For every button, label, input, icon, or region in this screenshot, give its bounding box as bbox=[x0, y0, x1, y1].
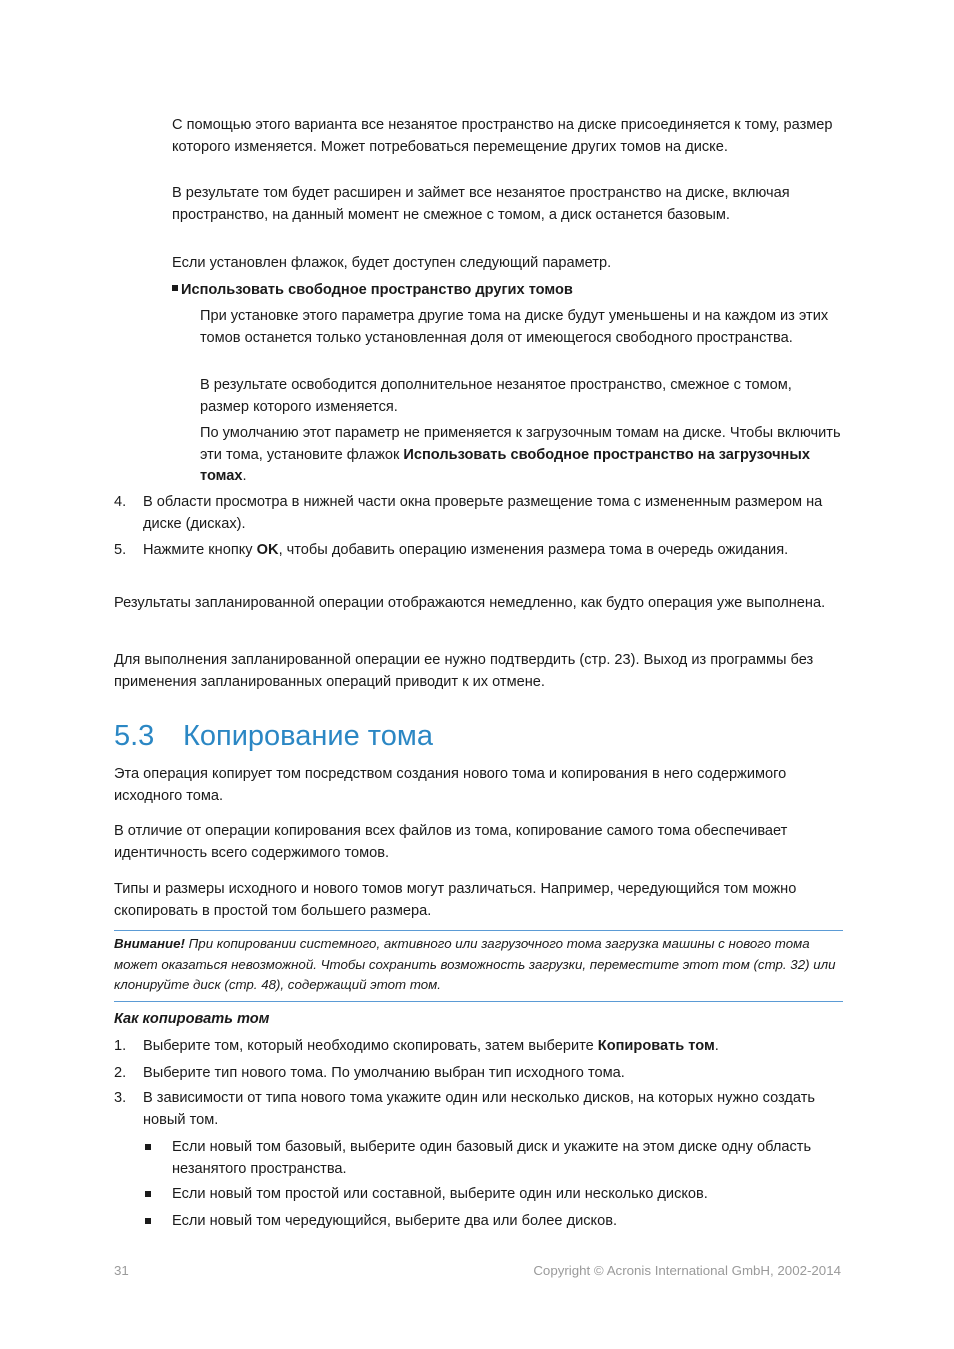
paragraph: По умолчанию этот параметр не применяется к загрузочным томам на диске. Чтобы включить эти тома, установите флажок Использовать свободное пространство на загрузочных томах. bbox=[200, 425, 841, 484]
option-heading bbox=[172, 280, 842, 302]
list-number: 3. bbox=[114, 1090, 127, 1106]
copyright: Copyright © Acronis International GmbH, 2002-2014 bbox=[533, 1263, 841, 1278]
paragraph: Для выполнения запланированной операции ее нужно подтвердить (стр. 23). Выход из программы без применения запланированных операций приводит к их отмене. bbox=[114, 652, 814, 690]
bullet-icon bbox=[145, 1144, 151, 1150]
list-number: 4. bbox=[114, 494, 127, 510]
list-item: Выберите тип нового тома. По умолчанию выбран тип исходного тома. bbox=[143, 1065, 625, 1081]
option-title: Использовать свободное пространство других томов bbox=[181, 282, 573, 298]
bullet-icon bbox=[145, 1218, 151, 1224]
paragraph: Типы и размеры исходного и нового томов могут различаться. Например, чередующийся том можно скопировать в простой том большего размера. bbox=[114, 881, 797, 919]
section-title: Копирование тома bbox=[183, 720, 433, 752]
list-item: Нажмите кнопку OK, чтобы добавить операцию изменения размера тома в очередь ожидания. bbox=[143, 542, 789, 558]
bullet-item: Если новый том базовый, выберите один базовый диск и укажите на этом диске одну область незанятого пространства. bbox=[172, 1139, 812, 1177]
paragraph: Эта операция копирует том посредством создания нового тома и копирования в него содержимого исходного тома. bbox=[114, 766, 787, 804]
bullet-item: Если новый том чередующийся, выберите два или более дисков. bbox=[172, 1213, 618, 1229]
list-number: 5. bbox=[114, 542, 127, 558]
paragraph: Если установлен флажок, будет доступен следующий параметр. bbox=[172, 255, 612, 271]
list-item: В зависимости от типа нового тома укажите один или несколько дисков, на которых нужно создать новый том. bbox=[143, 1090, 816, 1128]
warning-note bbox=[114, 930, 843, 1002]
paragraph: Результаты запланированной операции отображаются немедленно, как будто операция уже выполнена. bbox=[114, 595, 826, 611]
section-number: 5.3 bbox=[114, 720, 155, 752]
list-number: 1. bbox=[114, 1038, 127, 1054]
bullet-icon bbox=[145, 1191, 151, 1197]
note-text: При копировании системного, активного или загрузочного тома загрузка машины с нового тома может оказаться невозможной. Чтобы сохранить возможность загрузки, переместите этот том (стр. 32) или клонируйте диск (стр. 48), содержащий этот том. bbox=[114, 936, 836, 992]
paragraph: С помощью этого варианта все незанятое пространство на диске присоединяется к тому, размер которого изменяется. Может потребоваться перемещение других томов на диске. bbox=[172, 117, 833, 155]
page-number: 31 bbox=[114, 1263, 129, 1278]
list-number: 2. bbox=[114, 1065, 127, 1081]
paragraph: В отличие от операции копирования всех файлов из тома, копирование самого тома обеспечивает идентичность всего содержимого томов. bbox=[114, 823, 788, 861]
section-heading bbox=[114, 716, 433, 756]
list-item: Выберите том, который необходимо скопировать, затем выберите Копировать том. bbox=[143, 1038, 719, 1054]
paragraph: В результате освободится дополнительное незанятое пространство, смежное с томом, размер которого изменяется. bbox=[200, 377, 792, 415]
bullet-item: Если новый том простой или составной, выберите один или несколько дисков. bbox=[172, 1186, 708, 1202]
bullet-icon bbox=[172, 285, 178, 291]
list-item: В области просмотра в нижней части окна проверьте размещение тома с измененным размером на диске (дисках). bbox=[143, 494, 823, 532]
paragraph: При установке этого параметра другие тома на диске будут уменьшены и на каждом из этих томов останется только установленная доля от имеющегося свободного пространства. bbox=[200, 308, 829, 346]
subheading: Как копировать том bbox=[114, 1011, 270, 1027]
note-label: Внимание! bbox=[114, 936, 185, 951]
paragraph: В результате том будет расширен и займет все незанятое пространство на диске, включая пространство, на данный момент не смежное с томом, а диск останется базовым. bbox=[172, 185, 790, 223]
